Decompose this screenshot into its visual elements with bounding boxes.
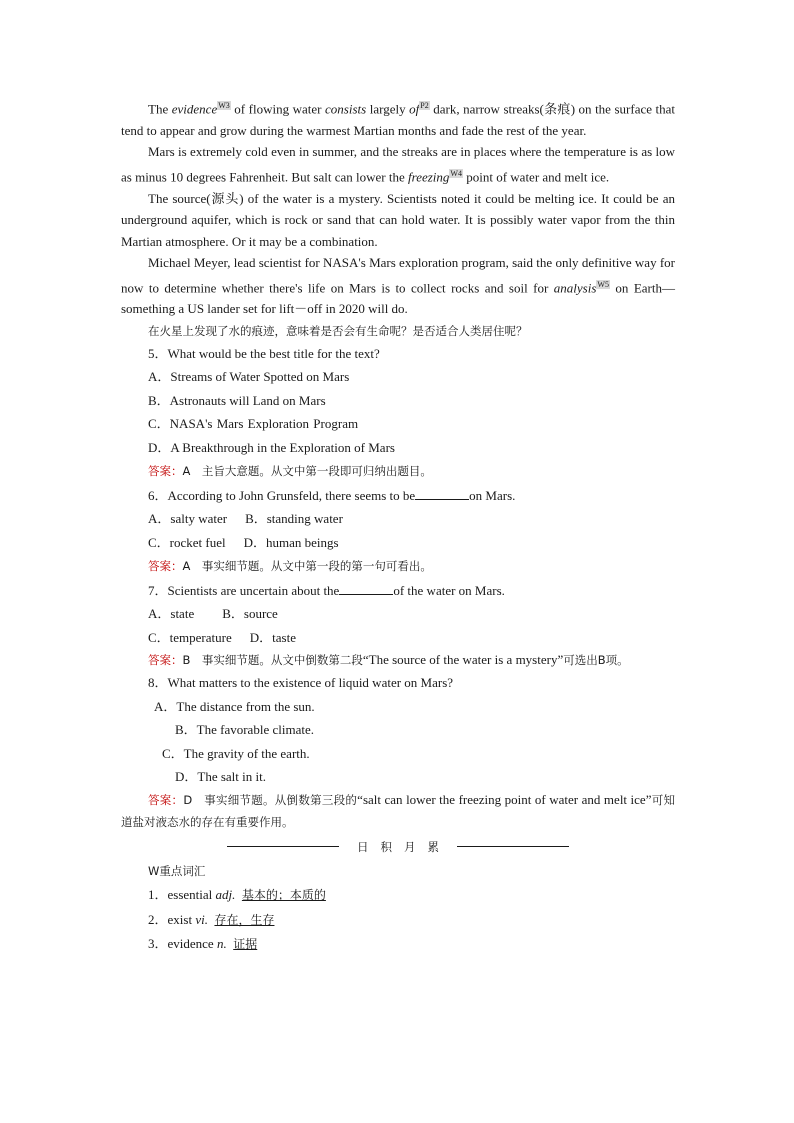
answer-quote: “salt can lower the freezing point of water and melt ice” [357,791,652,807]
question-7-stem: 7．Scientists are uncertain about the of the water on Mars. [148,582,505,598]
question-7-options-row-1 [121,602,675,626]
part-of-speech: adj. [215,887,236,903]
question-6-option-b: B．standing water [245,511,343,527]
answer-explanation: A 事实细节题。从文中第一段的第一句可看出。 [182,559,432,574]
vocab-meaning: 基本的；本质的 [241,888,326,903]
keyword-freezing: freezing [408,169,450,185]
question-6-stem: 6．According to John Grunsfeld, there seems to be on Mars. [148,487,516,503]
question-6-answer [121,554,675,579]
question-8-option-d: D．The salt in it. [175,769,266,785]
answer-label: 答案： [148,653,183,668]
question-5-stem: 5．What would be the best title for the text? [148,345,380,361]
answer-label: 答案： [148,464,183,479]
vocab-item: 1．essential adj. 基本的；本质的 [148,887,326,903]
answer-explanation-end: 可知道盐对液态水的存在有重要作用。 [121,792,676,829]
part-of-speech: vi. [195,911,208,927]
keyword-consists: consists [325,101,367,117]
answer-label: 答案： [148,559,183,574]
keyword-of: of [409,101,420,117]
answer-label: 答案： [148,792,184,807]
question-8-option-b: B．The favorable climate. [175,722,314,738]
question-7-options-row-2 [121,626,675,650]
divider-label: 日积月累 [357,839,451,854]
part-of-speech: n. [216,936,227,952]
answer-explanation: D 事实细节题。从倒数第三段的 [183,792,358,807]
vocab-meaning: 存在，生存 [214,912,275,927]
passage-summary-cn: 在火星上发现了水的痕迹，意味着是否会有生命呢？是否适合人类居住呢？ [148,323,528,338]
question-7-option-d: D．taste [249,629,296,645]
answer-explanation: A 主旨大意题。从文中第一段即可归纳出题目。 [182,464,432,479]
divider-line-left [227,846,339,847]
passage-paragraph-2: Mars is extremely cold even in summer, and the streaks are in places where the temperature is as low as minus 10 degrees Fahrenheit. But salt can lower the freezing$^{W4}$ point of water and melt ice. [121,144,675,185]
question-8-answer [121,789,675,833]
phrase-marker: P2 [420,101,429,110]
passage-paragraph-3: The source(源头) of the water is a mystery. Scientists noted it could be melting ice. It could be an underground aquifer, which is rock or sand that can hold water. It is possibly water vapor from the thin Martian atmosphere. Or it may be a combination. [121,190,675,249]
question-8-option-a: A．The distance from the sun. [154,698,315,714]
passage-paragraph-4: Michael Meyer, lead scientist for NASA's Mars exploration program, said the only definitive way for now to determine whether there's life on Mars is to collect rocks and soil for analysis$^{W5}$ on Earth—something a US lander set for lift－off in 2020 will do. [121,255,675,317]
fill-blank [339,582,393,595]
vocab-item: 2．exist vi. 存在，生存 [148,911,275,927]
document-page [121,95,675,957]
divider-line-right [457,846,569,847]
answer-explanation: B 事实细节题。从文中倒数第二段 [182,653,363,668]
question-6-options-row-2 [121,531,675,555]
passage-paragraph-1: The evidence$^{W3}$ of flowing water consists largely $of^{P2}$ dark, narrow streaks(条痕) on the surface that tend to appear and grow during the warmest Martian months and fade the rest of the year. [121,101,676,138]
question-6-option-d: D．human beings [243,534,339,550]
question-6-options-row-1 [121,507,675,531]
answer-quote: “The source of the water is a mystery” [362,652,564,668]
fill-blank [415,487,469,500]
question-7-option-a: A．state [148,606,195,622]
question-5-option-a: A．Streams of Water Spotted on Mars [148,369,350,385]
vocab-marker: W3 [218,101,230,110]
question-7-answer [121,649,675,671]
section-divider [121,839,675,855]
question-5-option-c: C．NASA's Mars Exploration Program [148,416,359,432]
vocab-meaning: 证据 [233,937,258,952]
question-6-option-a: A．salty water [148,511,228,527]
question-7-option-c: C．temperature [148,629,232,645]
vocab-marker: W5 [597,279,609,289]
question-8-option-c: C．The gravity of the earth. [162,745,310,761]
vocab-marker: W4 [450,168,462,178]
question-7-option-b: B．source [222,606,278,622]
keyword-evidence: evidence [171,101,218,117]
question-8-stem: 8．What matters to the existence of liquid water on Mars? [148,675,454,691]
question-6-option-c: C．rocket fuel [148,534,226,550]
keyword-analysis: analysis [553,279,597,295]
question-5-option-b: B．Astronauts will Land on Mars [148,392,326,408]
vocab-heading: W重点词汇 [148,863,206,878]
question-5-answer [121,459,675,484]
answer-explanation-end: 可选出B项。 [563,653,629,668]
vocab-item: 3．evidence n. 证据 [148,936,258,952]
question-5-option-d: D．A Breakthrough in the Exploration of Mars [148,439,395,455]
